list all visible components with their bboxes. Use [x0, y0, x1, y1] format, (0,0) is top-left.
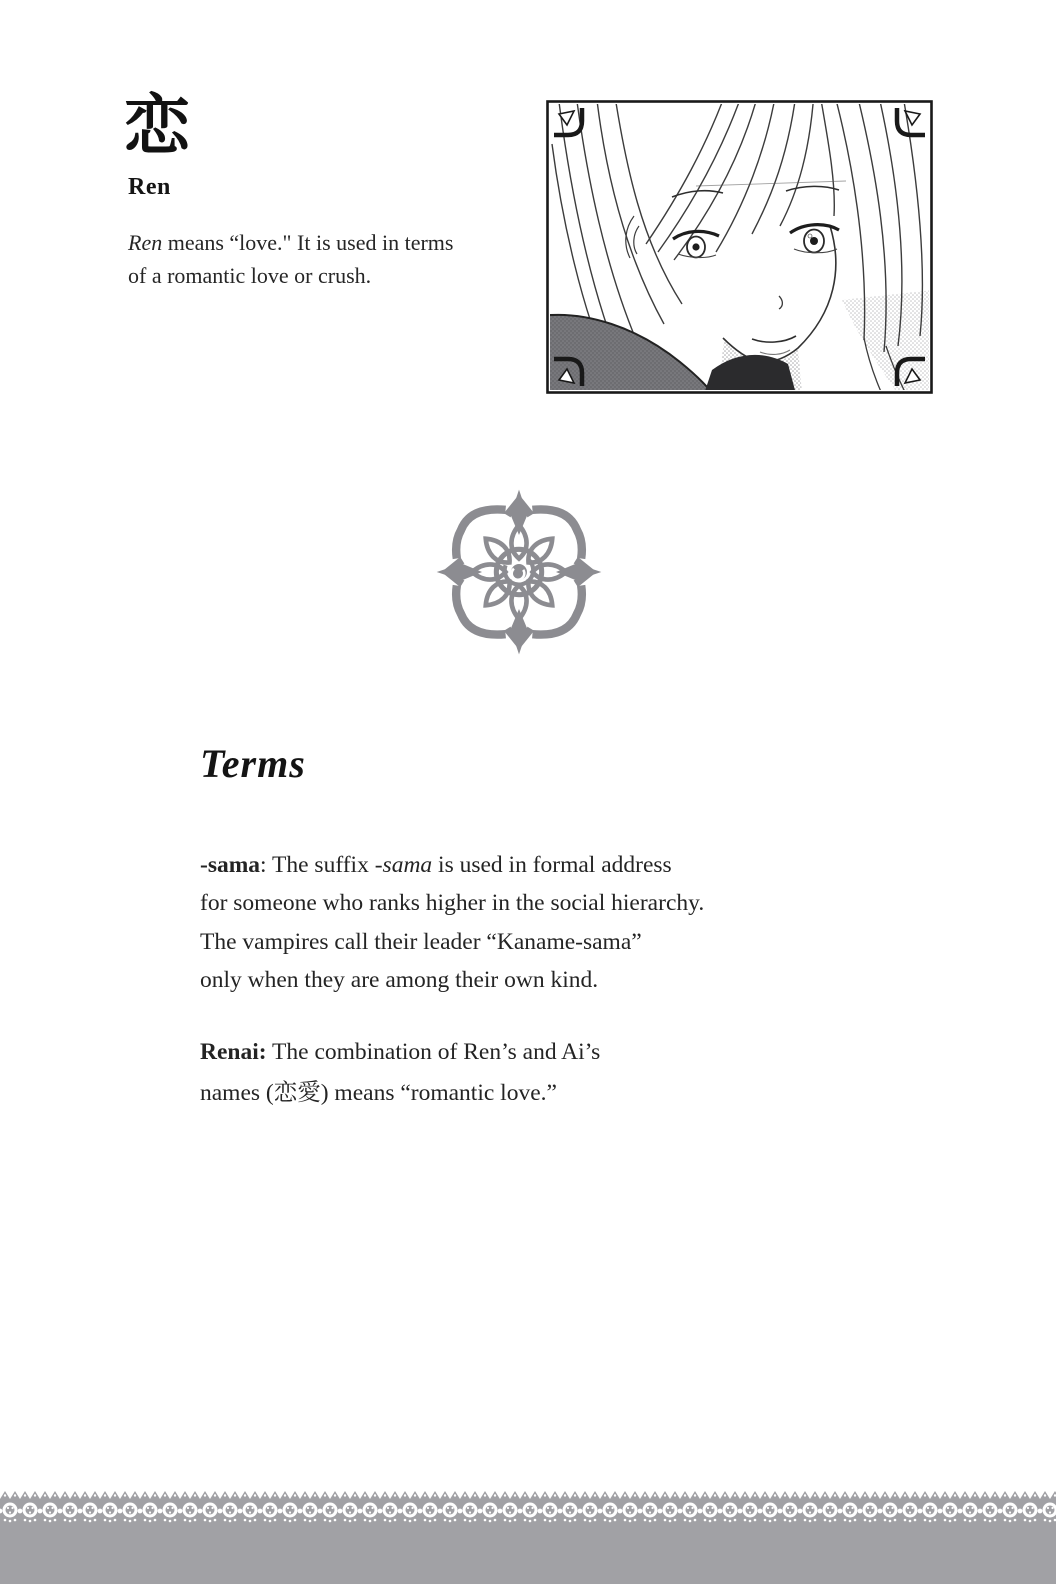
renai-line2: names (恋愛) means “romantic love.”: [200, 1079, 557, 1106]
renai-term: Renai:: [200, 1038, 267, 1065]
ren-kanji: 恋: [124, 86, 190, 164]
rose-crest-icon: [430, 488, 608, 656]
footer-gray-band: [0, 1523, 1056, 1584]
sama-term: -sama: [200, 851, 261, 878]
term-renai-definition: [200, 1032, 600, 1114]
manga-portrait: [546, 100, 933, 394]
terms-heading: Terms: [200, 741, 306, 786]
ren-heading: Ren: [128, 174, 171, 200]
ren-definition-line2: of a romantic love or crush.: [128, 263, 372, 288]
sama-line4: only when they are among their own kind.: [200, 967, 599, 993]
sama-line3: The vampires call their leader “Kaname-sama”: [200, 928, 642, 955]
portrait-frame: [546, 100, 933, 394]
term-sama-definition: [200, 846, 704, 1000]
lace-border-icon: [0, 1490, 1056, 1524]
renai-line1: Renai: The combination of Ren’s and Ai’s: [200, 1038, 601, 1065]
ren-definition: [128, 226, 568, 292]
ren-definition-line1: Ren means “love." It is used in terms: [128, 230, 454, 255]
sama-line2: for someone who ranks higher in the social hierarchy.: [200, 890, 705, 916]
sama-line1: -sama: The suffix -sama is used in formal address: [200, 851, 672, 878]
